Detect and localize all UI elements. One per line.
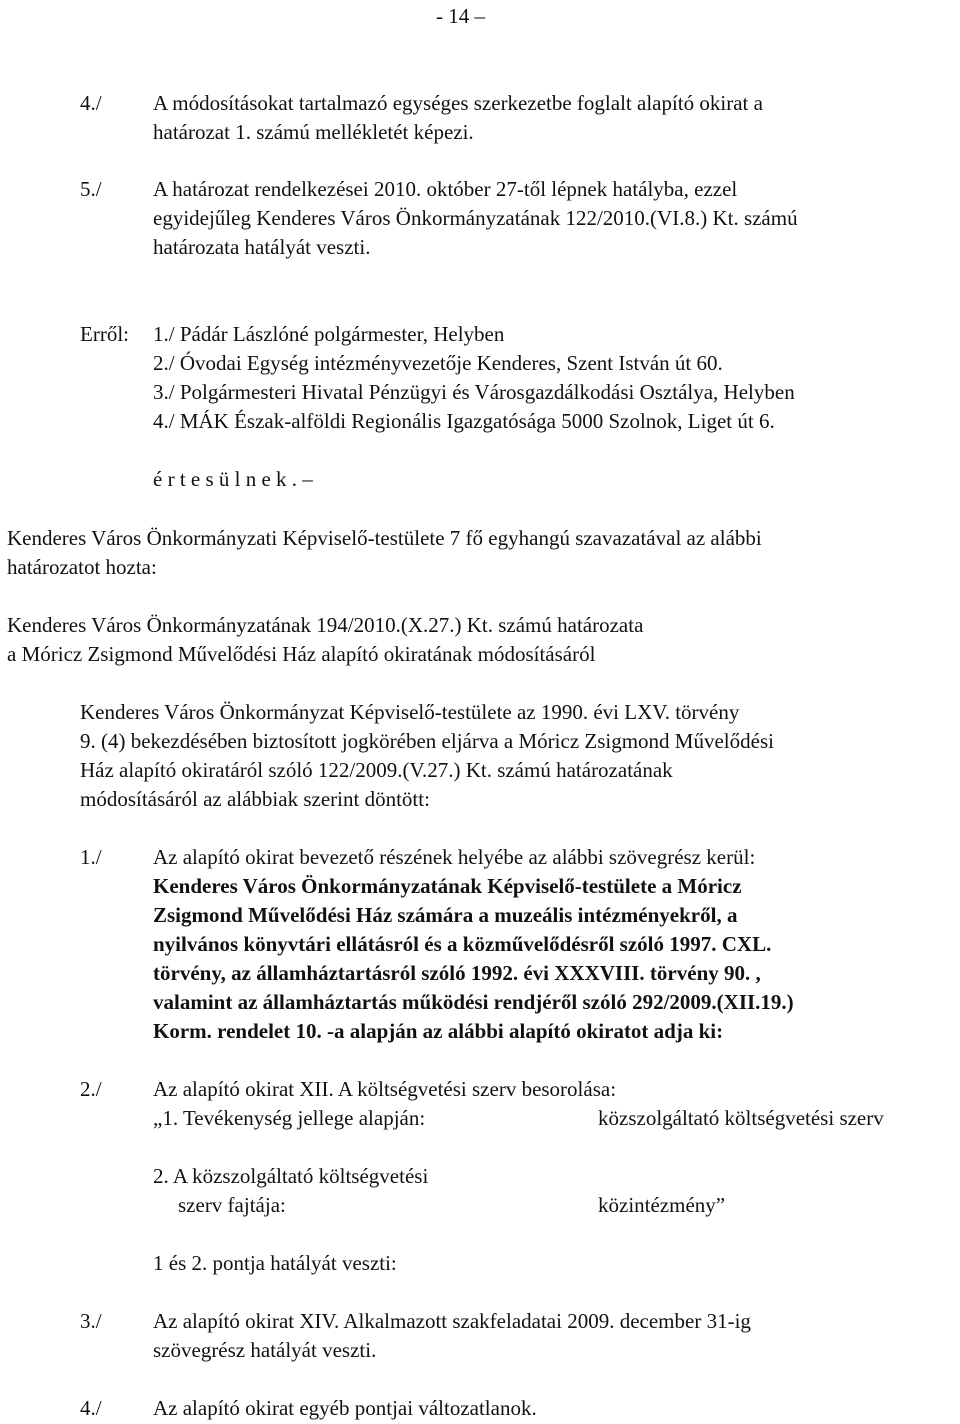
bold-clause: Kenderes Város Önkormányzatának Képviselő-testülete a Móricz <box>153 874 742 898</box>
preamble-line: módosításáról az alábbiak szerint döntött: <box>80 787 430 811</box>
point-text: Az alapító okirat egyéb pontjai változatlanok. <box>153 1396 537 1420</box>
recipient-item: 4./ MÁK Észak-alföldi Regionális Igazgatósága 5000 Szolnok, Liget út 6. <box>153 409 775 433</box>
intro-point-number: 4./ <box>80 91 102 115</box>
recipient-item: 2./ Óvodai Egység intézményvezetője Kenderes, Szent István út 60. <box>153 351 723 375</box>
classification-value: közszolgáltató költségvetési szerv <box>598 1106 884 1130</box>
point-intro: Az alapító okirat XII. A költségvetési szerv besorolása: <box>153 1077 617 1101</box>
classification-label: szerv fajtája: <box>178 1193 286 1217</box>
intro-point-text: A módosításokat tartalmazó egységes szerkezetbe foglalt alapító okirat a <box>153 91 763 115</box>
point-text: szövegrész hatályát veszti. <box>153 1338 377 1362</box>
point-intro: Az alapító okirat bevezető részének helyébe az alábbi szövegrész kerül: <box>153 845 756 869</box>
preamble-line: 9. (4) bekezdésében biztosított jogkörében eljárva a Móricz Zsigmond Művelődési <box>80 729 774 753</box>
preamble-line: Kenderes Város Önkormányzat Képviselő-testülete az 1990. évi LXV. törvény <box>80 700 740 724</box>
page-number: - 14 – <box>436 4 485 28</box>
intro-point-text: egyidejűleg Kenderes Város Önkormányzatának 122/2010.(VI.8.) Kt. számú <box>153 206 798 230</box>
repeal-line: 1 és 2. pontja hatályát veszti: <box>153 1251 397 1275</box>
recipients-label: Erről: <box>80 322 129 346</box>
intro-point-text: határozat 1. számú mellékletét képezi. <box>153 120 474 144</box>
bold-clause: valamint az államháztartás működési rendjéről szóló 292/2009.(XII.19.) <box>153 990 794 1014</box>
intro-point-text: határozata hatályát veszti. <box>153 235 371 259</box>
decision-intro: határozatot hozta: <box>7 555 157 579</box>
resolution-title: Kenderes Város Önkormányzatának 194/2010.(X.27.) Kt. számú határozata <box>7 613 644 637</box>
classification-label: „1. Tevékenység jellege alapján: <box>153 1106 426 1130</box>
point-number: 3./ <box>80 1309 102 1333</box>
point-number: 1./ <box>80 845 102 869</box>
notified-line: é r t e s ü l n e k . – <box>153 467 313 491</box>
point-text: Az alapító okirat XIV. Alkalmazott szakfeladatai 2009. december 31-ig <box>153 1309 751 1333</box>
bold-clause: törvény, az államháztartásról szóló 1992. évi XXXVIII. törvény 90. , <box>153 961 761 985</box>
recipient-item: 1./ Pádár Lászlóné polgármester, Helyben <box>153 322 505 346</box>
recipient-item: 3./ Polgármesteri Hivatal Pénzügyi és Városgazdálkodási Osztálya, Helyben <box>153 380 795 404</box>
point-number: 2./ <box>80 1077 102 1101</box>
bold-clause: Zsigmond Művelődési Ház számára a muzeális intézményekről, a <box>153 903 738 927</box>
resolution-title: a Móricz Zsigmond Művelődési Ház alapító okiratának módosításáról <box>7 642 596 666</box>
bold-clause: Korm. rendelet 10. -a alapján az alábbi alapító okiratot adja ki: <box>153 1019 724 1043</box>
classification-label: 2. A közszolgáltató költségvetési <box>153 1164 429 1188</box>
point-number: 4./ <box>80 1396 102 1420</box>
classification-value: közintézmény” <box>598 1193 726 1217</box>
decision-intro: Kenderes Város Önkormányzati Képviselő-testülete 7 fő egyhangú szavazatával az alábbi <box>7 526 762 550</box>
preamble-line: Ház alapító okiratáról szóló 122/2009.(V.27.) Kt. számú határozatának <box>80 758 673 782</box>
intro-point-text: A határozat rendelkezései 2010. október 27-től lépnek hatályba, ezzel <box>153 177 738 201</box>
bold-clause: nyilvános könyvtári ellátásról és a közművelődésről szóló 1997. CXL. <box>153 932 772 956</box>
intro-point-number: 5./ <box>80 177 102 201</box>
